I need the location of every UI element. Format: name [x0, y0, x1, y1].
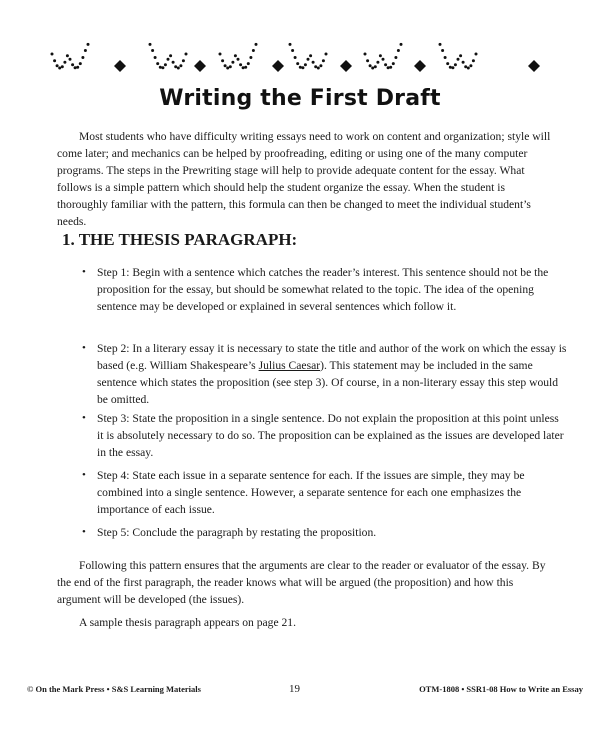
page-number: 19 [289, 683, 300, 695]
border-dot [382, 58, 385, 61]
border-dot [301, 66, 304, 69]
diamond-icon [194, 60, 206, 72]
step-2 [82, 340, 567, 408]
border-dot [164, 63, 167, 66]
border-dot [151, 49, 154, 52]
border-dot [475, 53, 478, 56]
border-dot [376, 61, 379, 64]
border-dot [79, 62, 82, 65]
border-dot [149, 43, 152, 46]
border-dot [459, 54, 462, 57]
border-dot [322, 59, 325, 62]
border-dot [179, 64, 182, 67]
border-dot [247, 62, 250, 65]
border-dot [226, 67, 229, 70]
diamond-icon [340, 60, 352, 72]
border-dot [317, 67, 320, 70]
diamond-icon [114, 60, 126, 72]
border-dot [387, 66, 390, 69]
border-dot [76, 66, 79, 69]
diamond-icon [528, 60, 540, 72]
border-dot [167, 58, 170, 61]
decorative-border [48, 28, 552, 80]
work-title: Julius Caesar [258, 359, 321, 372]
border-dot [296, 62, 299, 65]
border-dot [177, 67, 180, 70]
border-dot [172, 61, 175, 64]
border-dot [74, 66, 77, 69]
bullet-icon: • [82, 412, 86, 424]
border-dot [389, 66, 392, 69]
footer-publisher: © On the Mark Press • S&S Learning Materials [27, 684, 201, 694]
step-label: Step 3: [97, 412, 130, 425]
border-dot [51, 53, 54, 56]
border-dot [255, 43, 258, 46]
step-text: State each issue in a separate sentence for each. If the issues are simple, they may be combined into a single sentence. However, a separate sentence for each one emphasizes the importance of each issue. [97, 469, 525, 516]
border-dot [69, 58, 72, 61]
border-dot [81, 56, 84, 59]
border-dot [467, 67, 470, 70]
border-dot [154, 56, 157, 59]
bullet-icon: • [82, 266, 86, 278]
diamond-icon [272, 60, 284, 72]
step-label: Step 1: [97, 266, 130, 279]
border-dot [234, 54, 237, 57]
step-text: State the proposition in a single sentence. Do not explain the proposition at this point unless it is absolutely necessary to do so. The proposition can be explained as the issues are developed later in the essay. [97, 412, 564, 459]
border-dot [156, 62, 159, 65]
border-dot [291, 49, 294, 52]
border-dot [441, 49, 444, 52]
section-heading: 1. THE THESIS PARAGRAPH: [62, 230, 298, 249]
border-dot [221, 59, 224, 62]
border-dot [244, 66, 247, 69]
border-dot [439, 43, 442, 46]
step-text: In a literary essay it is necessary to state the title and author of the work on which the essay is based (e.g. William Shakespeare’s [97, 342, 567, 372]
border-dot [289, 43, 292, 46]
border-dot [469, 64, 472, 67]
step-text: Begin with a sentence which catches the reader’s interest. This sentence should not be the proposition for the essay, but should be somewhat related to the topic. The idea of the opening sentence may be developed or explained in several sentences which follow it. [97, 266, 549, 313]
step-label: Step 4: [97, 469, 130, 482]
step-text: Conclude the paragraph by restating the proposition. [129, 526, 377, 539]
border-dot [294, 56, 297, 59]
border-dot [325, 53, 328, 56]
border-dot [63, 61, 66, 64]
border-dot [84, 49, 87, 52]
border-dot [161, 66, 164, 69]
step-4 [82, 467, 567, 518]
border-dot [400, 43, 403, 46]
following-paragraph: Following this pattern ensures that the arguments are clear to the reader or evaluator of the essay. By the end of the first paragraph, the reader knows what will be argued (the proposition) and how this argument will be developed (the issues). [57, 559, 546, 606]
page-title: Writing the First Draft [159, 86, 441, 111]
diamond-icon [414, 60, 426, 72]
border-dot [237, 58, 240, 61]
intro-paragraph: Most students who have difficulty writing essays need to work on content and organization; style will come later; and mechanics can be helped by proofreading, editing or using one of the many computer programs. The steps in the Prewriting stage will help to provide adequate content for the essay. What follows is a simple pattern which should help the student organize the essay. When the student is thoroughly familiar with the pattern, this formula can then be changed to meet the individual student’s needs. [57, 130, 551, 228]
border-dot [379, 54, 382, 57]
step-label: Step 2: [97, 342, 130, 355]
border-dot [242, 66, 245, 69]
footer-product-code: OTM-1808 • SSR1-08 How to Write an Essay [419, 684, 583, 694]
border-dot [185, 53, 188, 56]
border-dot [249, 56, 252, 59]
border-dot [451, 66, 454, 69]
border-dot [182, 59, 185, 62]
border-dot [159, 66, 162, 69]
step-label: Step 5: [97, 526, 130, 539]
border-dot [457, 58, 460, 61]
border-dot [252, 49, 255, 52]
border-dot [449, 66, 452, 69]
step-1 [82, 264, 567, 315]
border-dot [374, 65, 377, 68]
border-dot [371, 67, 374, 70]
border-dot [71, 63, 74, 66]
step-3 [82, 410, 567, 461]
border-dot [299, 66, 302, 69]
border-dot [446, 62, 449, 65]
border-dot [231, 61, 234, 64]
border-dot [56, 64, 59, 67]
step-5 [82, 524, 567, 541]
border-dot [392, 62, 395, 65]
border-dot [61, 65, 64, 68]
border-dot [472, 59, 475, 62]
sample-note: A sample thesis paragraph appears on page 21. [79, 616, 296, 629]
border-dot [314, 65, 317, 68]
page-footer [0, 684, 600, 698]
border-dot [312, 61, 315, 64]
border-dot [454, 63, 457, 66]
bullet-icon: • [82, 526, 86, 538]
border-dot [366, 59, 369, 62]
border-dot [397, 49, 400, 52]
border-dot [87, 43, 90, 46]
step-text-cont: ). This statement may be included in the same sentence which states the proposition (see step 3). Of course, in a non-literary essay this step would be omitted. [97, 359, 559, 406]
border-dot [229, 65, 232, 68]
border-dot [174, 65, 177, 68]
border-dot [369, 64, 372, 67]
border-dot [309, 54, 312, 57]
border-dot [53, 59, 56, 62]
border-dot [364, 53, 367, 56]
border-dot [384, 63, 387, 66]
border-dot [66, 54, 69, 57]
border-dot [169, 54, 172, 57]
border-dot [394, 56, 397, 59]
border-dot [319, 64, 322, 67]
border-dot [304, 63, 307, 66]
bullet-icon: • [82, 342, 86, 354]
border-dot [307, 58, 310, 61]
border-dot [58, 67, 61, 70]
bullet-icon: • [82, 469, 86, 481]
border-dot [239, 63, 242, 66]
border-dot [444, 56, 447, 59]
border-dot [224, 64, 227, 67]
border-dot [464, 65, 467, 68]
border-dot [219, 53, 222, 56]
border-dot [462, 61, 465, 64]
